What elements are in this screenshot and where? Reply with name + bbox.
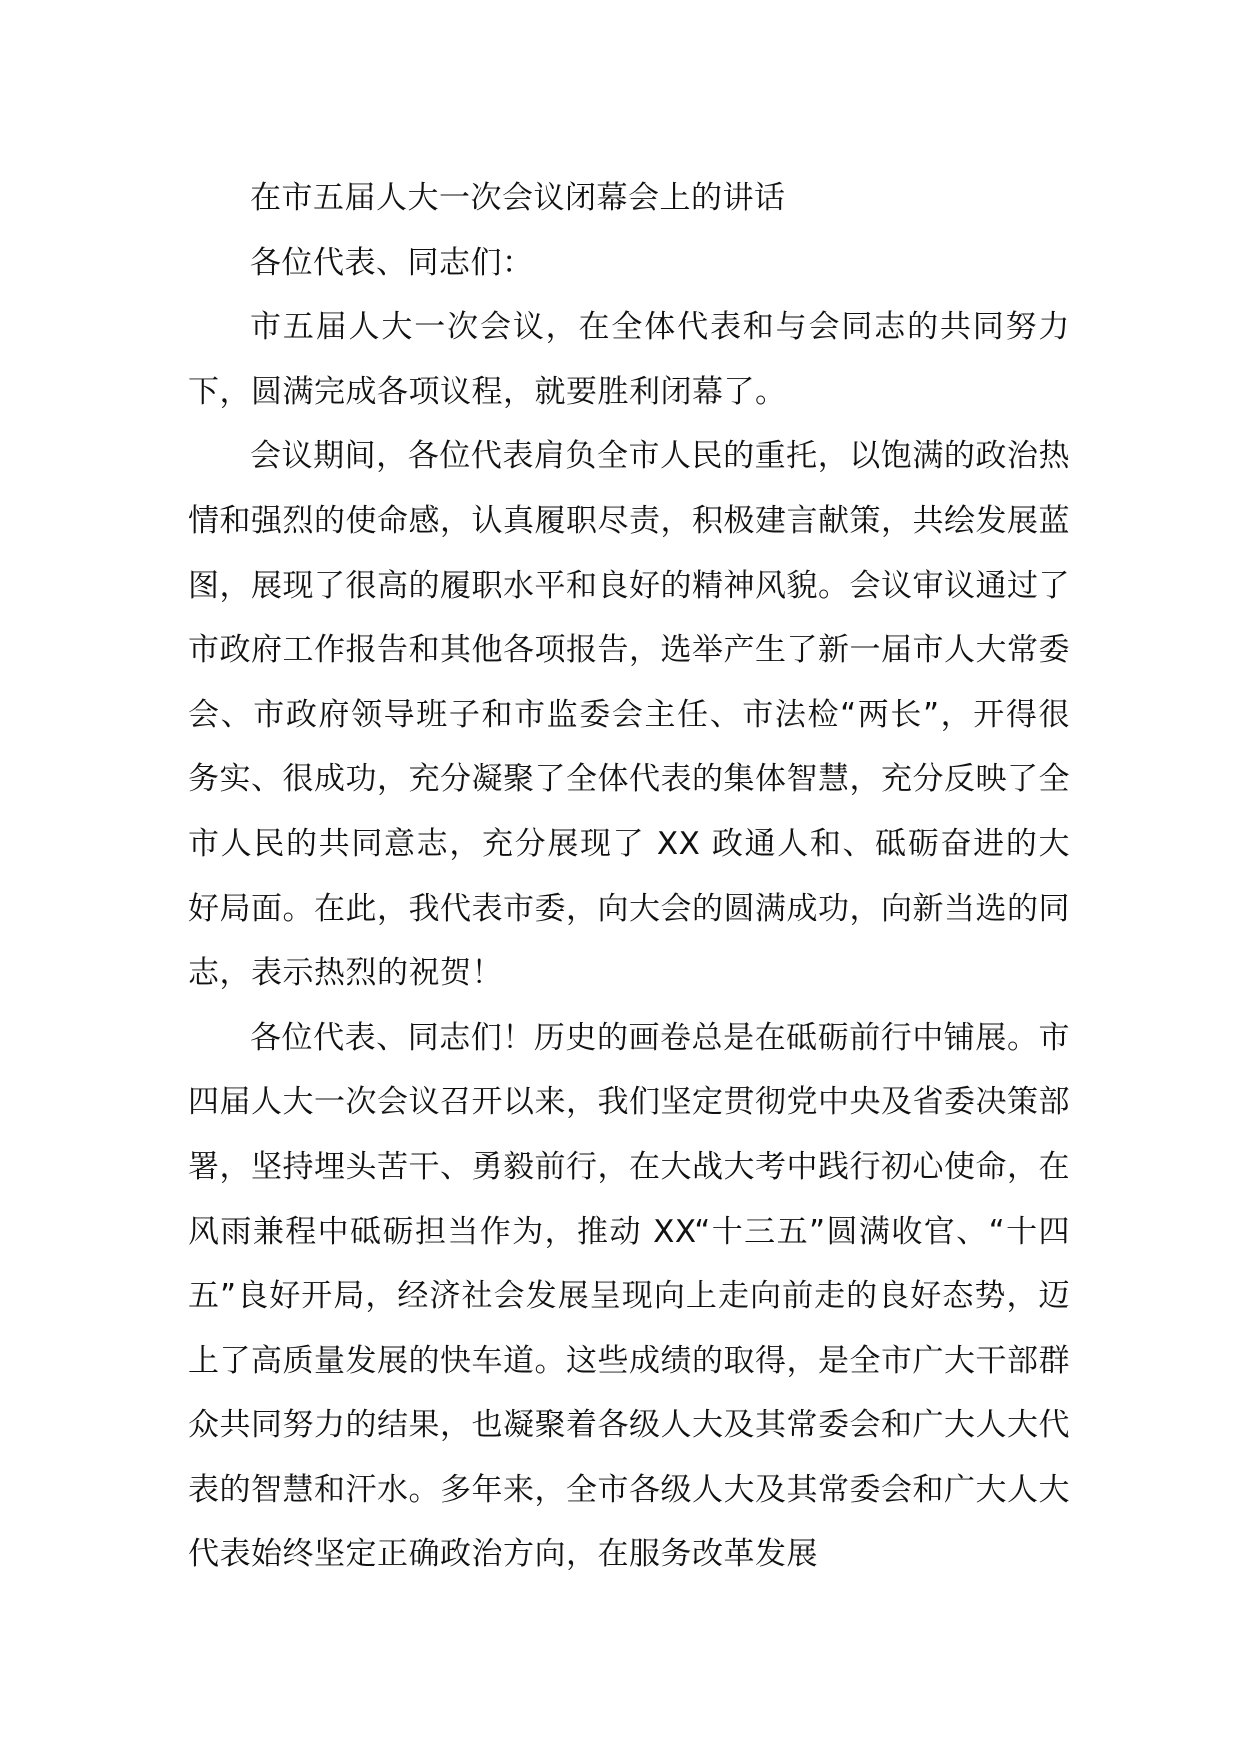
paragraph-meeting-review: 会议期间，各位代表肩负全市人民的重托，以饱满的政治热情和强烈的使命感，认真履职尽责，积极建言献策，共绘发展蓝图，展现了很高的履职水平和良好的精神风貌。会议审议通过了市政府工作报告和其他各项报告，选举产生了新一届市人大常委会、市政府领导班子和市监委会主任、市法检“两长”，开得很务实、很成功，充分凝聚了全体代表的集体智慧，充分反映了全市人民的共同意志，充分展现了 XX 政通人和、砥砺奋进的大好局面。在此，我代表市委，向大会的圆满成功，向新当选的同志，表示热烈的祝贺！ [188, 438, 1070, 992]
document-title: 在市五届人大一次会议闭幕会上的讲话 [250, 180, 786, 216]
document-body [188, 166, 1070, 1587]
paragraph-opening: 市五届人大一次会议，在全体代表和与会同志的共同努力下，圆满完成各项议程，就要胜利闭幕了。 [188, 309, 1070, 410]
salutation: 各位代表、同志们： [250, 244, 534, 281]
paragraph-achievements: 各位代表、同志们！历史的画卷总是在砥砺前行中铺展。市四届人大一次会议召开以来，我们坚定贯彻党中央及省委决策部署，坚持埋头苦干、勇毅前行，在大战大考中践行初心使命，在风雨兼程中砥砺担当作为，推动 XX“十三五”圆满收官、“十四五”良好开局，经济社会发展呈现向上走向前走的良好态势，迈上了高质量发展的快车道。这些成绩的取得，是全市广大干部群众共同努力的结果，也凝聚着各级人大及其常委会和广大人大代表的智慧和汗水。多年来，全市各级人大及其常委会和广大人大代表始终坚定正确政治方向，在服务改革发展 [188, 1019, 1070, 1573]
